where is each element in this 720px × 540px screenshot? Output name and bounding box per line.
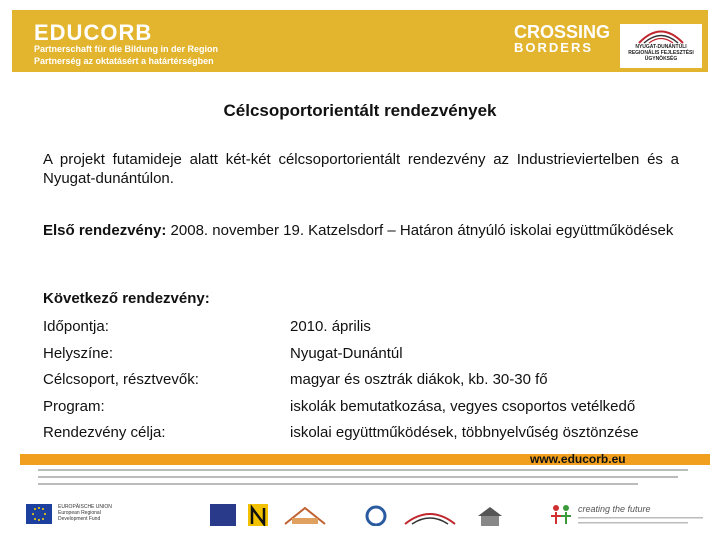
detail-label: Célcsoport, résztvevők:: [43, 371, 199, 388]
creating-future-text: creating the future: [578, 504, 651, 514]
detail-label: Program:: [43, 398, 105, 415]
intro-paragraph: A projekt futamideje alatt két-két célcsoportorientált rendezvény az Industrieviertelben és a Nyugat-dunántúlon.: [43, 151, 679, 187]
noe-logo-icon: [248, 504, 268, 526]
first-event-label: Első rendezvény:: [43, 222, 167, 239]
agency-name-1: NYUGAT-DUNÁNTÚLI: [635, 44, 687, 50]
detail-value: iskolák bemutatkozása, vegyes csoportos vetélkedő: [290, 398, 636, 415]
agency-arch-icon: [636, 26, 686, 44]
school-logo-icon: [280, 504, 330, 526]
funding-notice-placeholder: [38, 468, 688, 490]
detail-value: magyar és osztrák diákok, kb. 30-30 fő: [290, 371, 548, 388]
building-logo-icon: [475, 504, 505, 526]
detail-value: Nyugat-Dunántúl: [290, 345, 403, 362]
funding-text-lines: [38, 468, 688, 488]
creating-future-subtext: [578, 516, 708, 526]
website-link[interactable]: www.educorb.eu: [530, 452, 626, 466]
brand-name: EDUCORB: [34, 20, 153, 45]
kia-logo-icon: [210, 504, 236, 526]
people-icon: [548, 502, 574, 528]
eu-flag-icon: [26, 504, 52, 524]
detail-label: Helyszíne:: [43, 345, 114, 362]
brand-subtitle-hu: Partnerség az oktatásért a határtérségben: [34, 56, 214, 66]
detail-label: Rendezvény célja:: [43, 424, 166, 441]
circle-logo-icon: [365, 504, 387, 526]
creating-the-future-logo: [548, 502, 708, 532]
brand-subtitle-de: Partnerschaft für die Bildung in der Region: [34, 44, 219, 54]
detail-value: iskolai együttműködések, többnyelvűség ösztönzése: [290, 424, 639, 441]
next-event-heading: Következő rendezvény:: [43, 290, 210, 307]
detail-value: 2010. április: [290, 318, 371, 335]
eu-fund-text: EUROPÄISCHE UNION European Regional Development Fund: [58, 504, 112, 522]
agency-name-2: REGIONÁLIS FEJLESZTÉSI ÜGYNÖKSÉG: [628, 50, 694, 62]
page-title: Célcsoportorientált rendezvények: [223, 101, 497, 120]
first-event-paragraph: [43, 221, 679, 240]
crossing-borders-logo: CROSSING BORDERS: [514, 22, 611, 55]
agency-small-logo-icon: [400, 504, 460, 526]
detail-label: Időpontja:: [43, 318, 109, 335]
header-banner: [12, 10, 708, 72]
regional-agency-logo: [620, 24, 702, 68]
first-event-text: 2008. november 19. Katzelsdorf – Határon átnyúló iskolai együttműködések: [166, 222, 674, 239]
sponsor-logos: [20, 498, 710, 536]
